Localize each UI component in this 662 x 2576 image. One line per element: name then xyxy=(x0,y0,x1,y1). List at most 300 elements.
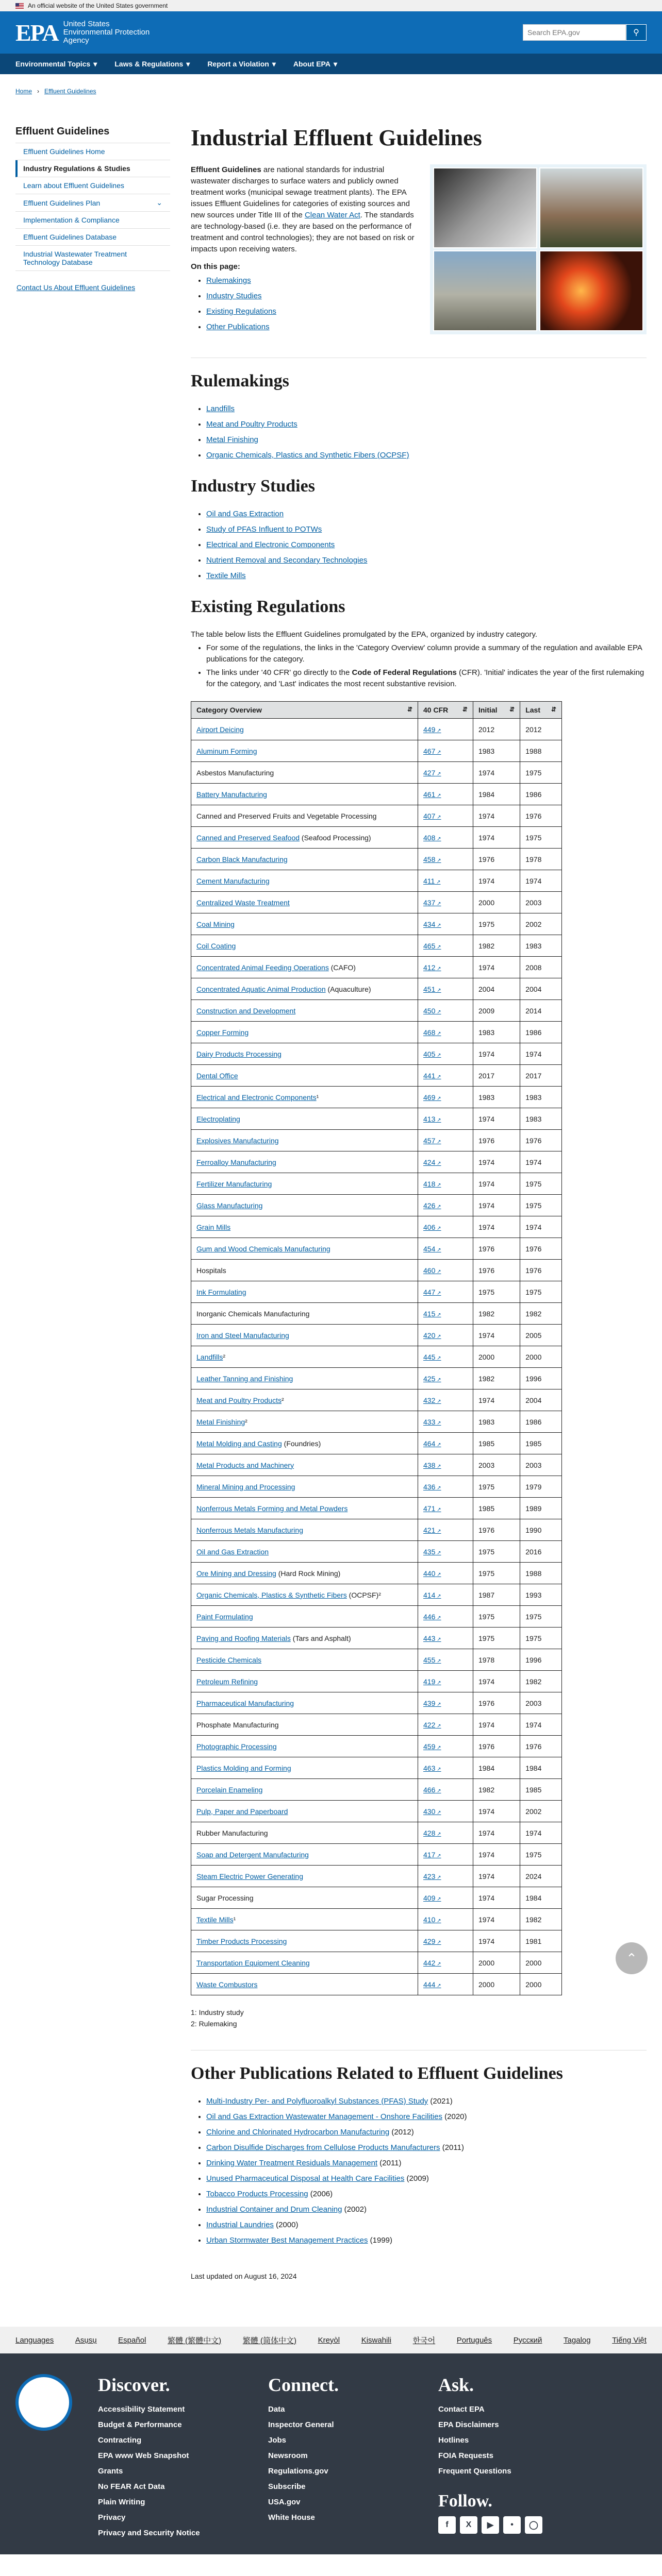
rulemaking-link[interactable]: Metal Finishing xyxy=(206,435,258,444)
cfr-link[interactable]: 447 ↗ xyxy=(423,1288,441,1296)
cfr-link[interactable]: 430 ↗ xyxy=(423,1807,441,1816)
table-row xyxy=(191,1866,562,1887)
cfr-link[interactable]: 451 ↗ xyxy=(423,985,441,993)
category-link[interactable]: Meat and Poultry Products xyxy=(196,1396,282,1404)
last-year: 1979 xyxy=(520,1476,562,1498)
cfr-link[interactable]: 405 ↗ xyxy=(423,1050,441,1058)
last-year: 2014 xyxy=(520,1000,562,1022)
initial-year: 1975 xyxy=(473,1628,520,1649)
table-row xyxy=(191,849,562,870)
cfr-link[interactable]: 438 ↗ xyxy=(423,1461,441,1469)
category-link[interactable]: Transportation Equipment Cleaning xyxy=(196,1958,310,1967)
cfr-link[interactable]: 423 ↗ xyxy=(423,1872,441,1880)
publication-year: (2020) xyxy=(442,2112,467,2121)
category-link[interactable]: Ore Mining and Dressing xyxy=(196,1569,276,1578)
table-row xyxy=(191,740,562,762)
sidebar xyxy=(15,110,170,2311)
cfr-link[interactable]: 455 ↗ xyxy=(423,1656,441,1664)
language-link[interactable]: Español xyxy=(118,2335,146,2345)
back-to-top-button[interactable] xyxy=(616,1942,648,1974)
table-row xyxy=(191,1454,562,1476)
last-year: 2002 xyxy=(520,1801,562,1822)
study-link[interactable]: Nutrient Removal and Secondary Technologies xyxy=(206,556,368,565)
last-year: 1982 xyxy=(520,1909,562,1930)
cfr-link[interactable]: 432 ↗ xyxy=(423,1396,441,1404)
cfr-link[interactable]: 413 ↗ xyxy=(423,1115,441,1123)
last-year: 1989 xyxy=(520,1498,562,1519)
table-row xyxy=(191,827,562,849)
last-year: 1975 xyxy=(520,1195,562,1216)
cfr-link[interactable]: 441 ↗ xyxy=(423,1072,441,1080)
cfr-link[interactable]: 439 ↗ xyxy=(423,1699,441,1707)
initial-year: 1974 xyxy=(473,1866,520,1887)
category-link[interactable]: Iron and Steel Manufacturing xyxy=(196,1331,289,1340)
category-link[interactable]: Textile Mills xyxy=(196,1915,234,1924)
cfr-link[interactable]: 428 ↗ xyxy=(423,1829,441,1837)
category-note: (Foundries) xyxy=(282,1439,321,1448)
last-year: 1975 xyxy=(520,1844,562,1866)
initial-year: 1983 xyxy=(473,740,520,762)
epa-seal-icon xyxy=(15,2374,72,2431)
initial-year: 1974 xyxy=(473,870,520,892)
cfr-link[interactable]: 444 ↗ xyxy=(423,1980,441,1989)
cfr-link[interactable]: 454 ↗ xyxy=(423,1245,441,1253)
x-icon[interactable]: X xyxy=(460,2516,477,2534)
footer-link[interactable]: FOIA Requests xyxy=(438,2451,493,2460)
publication-link[interactable]: Urban Stormwater Best Management Practices xyxy=(206,2236,368,2245)
footer-link[interactable]: USA.gov xyxy=(268,2498,301,2506)
category-link[interactable]: Metal Finishing xyxy=(196,1417,245,1426)
last-year: 1982 xyxy=(520,1671,562,1692)
language-link[interactable]: 한국어 xyxy=(412,2336,436,2345)
cfr-link[interactable]: 446 ↗ xyxy=(423,1613,441,1621)
cfr-link[interactable]: 414 ↗ xyxy=(423,1591,441,1599)
initial-year: 1974 xyxy=(473,1173,520,1195)
cfr-link[interactable]: 467 ↗ xyxy=(423,747,441,755)
category-link[interactable]: Explosives Manufacturing xyxy=(196,1136,279,1145)
category-link[interactable]: Oil and Gas Extraction xyxy=(196,1547,269,1556)
cfr-link[interactable]: 419 ↗ xyxy=(423,1677,441,1686)
category-link[interactable]: Coal Mining xyxy=(196,920,235,928)
category-link[interactable]: Copper Forming xyxy=(196,1028,249,1037)
table-row xyxy=(191,1238,562,1260)
cfr-link[interactable]: 422 ↗ xyxy=(423,1721,441,1729)
initial-year: 1974 xyxy=(473,957,520,978)
cfr-link[interactable]: 464 ↗ xyxy=(423,1439,441,1448)
last-year: 2005 xyxy=(520,1325,562,1346)
category-link[interactable]: Soap and Detergent Manufacturing xyxy=(196,1850,309,1859)
nav-about-epa[interactable]: About EPA ▾ xyxy=(293,59,337,68)
category-link[interactable]: Electroplating xyxy=(196,1114,240,1123)
chevron-down-icon: ▾ xyxy=(333,59,337,68)
category-name: Sugar Processing xyxy=(196,1893,254,1902)
cfr-link[interactable]: 437 ↗ xyxy=(423,899,441,907)
category-link[interactable]: Pulp, Paper and Paperboard xyxy=(196,1807,288,1816)
publication-link[interactable]: Drinking Water Treatment Residuals Management xyxy=(206,2159,378,2167)
publication-link[interactable]: Industrial Container and Drum Cleaning xyxy=(206,2205,342,2214)
footer-link[interactable]: Newsroom xyxy=(268,2451,308,2460)
table-row xyxy=(191,1476,562,1498)
last-year: 2000 xyxy=(520,1346,562,1368)
table-row xyxy=(191,1649,562,1671)
rulemaking-link[interactable]: Organic Chemicals, Plastics and Synthetic Fibers (OCPSF) xyxy=(206,451,409,460)
cfr-link[interactable]: 465 ↗ xyxy=(423,942,441,950)
category-link[interactable]: Centralized Waste Treatment xyxy=(196,898,290,907)
footer-link[interactable]: Privacy xyxy=(98,2513,126,2522)
category-link[interactable]: Paving and Roofing Materials xyxy=(196,1634,291,1642)
category-name: Rubber Manufacturing xyxy=(196,1828,268,1837)
search-button[interactable] xyxy=(626,24,647,41)
cfr-link[interactable]: 408 ↗ xyxy=(423,834,441,842)
cfr-link[interactable]: 471 ↗ xyxy=(423,1504,441,1513)
nav-environmental-topics[interactable]: Environmental Topics ▾ xyxy=(15,59,97,68)
category-link[interactable]: Metal Molding and Casting xyxy=(196,1439,282,1448)
category-link[interactable]: Steam Electric Power Generating xyxy=(196,1872,303,1880)
footer-link[interactable]: Hotlines xyxy=(438,2436,469,2445)
category-link[interactable]: Grain Mills xyxy=(196,1223,231,1231)
footer-link[interactable]: Accessibility Statement xyxy=(98,2405,185,2414)
search-input[interactable] xyxy=(523,24,626,41)
table-row xyxy=(191,1281,562,1303)
publication-link[interactable]: Tobacco Products Processing xyxy=(206,2190,308,2198)
category-link[interactable]: Construction and Development xyxy=(196,1006,296,1015)
table-row xyxy=(191,1628,562,1649)
footer-link[interactable]: Contact EPA xyxy=(438,2405,485,2414)
initial-year: 1975 xyxy=(473,1541,520,1563)
sidebar-item-plan[interactable]: Effluent Guidelines Plan ⌄ xyxy=(15,194,170,212)
sidebar-item-implementation[interactable]: Implementation & Compliance xyxy=(15,212,170,229)
cfr-link[interactable]: 459 ↗ xyxy=(423,1742,441,1751)
category-link[interactable]: Fertilizer Manufacturing xyxy=(196,1179,272,1188)
category-link[interactable]: Concentrated Animal Feeding Operations xyxy=(196,963,329,972)
sidebar-title: Effluent Guidelines xyxy=(15,126,110,137)
table-row xyxy=(191,1043,562,1065)
last-year: 2004 xyxy=(520,1389,562,1411)
otp-studies[interactable]: Industry Studies xyxy=(206,292,262,300)
cfr-link[interactable]: 411 ↗ xyxy=(423,877,441,885)
breadcrumb xyxy=(0,74,662,95)
cfr-link[interactable]: 435 ↗ xyxy=(423,1548,441,1556)
study-link[interactable]: Textile Mills xyxy=(206,571,246,580)
table-row xyxy=(191,1000,562,1022)
otp-pubs[interactable]: Other Publications xyxy=(206,323,270,331)
category-link[interactable]: Glass Manufacturing xyxy=(196,1201,263,1210)
table-row xyxy=(191,1411,562,1433)
publication-link[interactable]: Carbon Disulfide Discharges from Cellulose Products Manufacturers xyxy=(206,2143,440,2152)
sidebar-item-home[interactable]: Effluent Guidelines Home xyxy=(15,143,170,160)
language-link[interactable]: 繁體 (简体中文) xyxy=(242,2336,296,2345)
initial-year: 1974 xyxy=(473,1216,520,1238)
category-link[interactable]: Organic Chemicals, Plastics & Synthetic Fibers xyxy=(196,1590,347,1599)
footer-link[interactable]: Jobs xyxy=(268,2436,287,2445)
cfr-link[interactable]: 442 ↗ xyxy=(423,1959,441,1967)
table-row xyxy=(191,870,562,892)
language-link[interactable]: Kiswahili xyxy=(361,2335,392,2345)
study-link[interactable]: Electrical and Electronic Components xyxy=(206,540,335,549)
initial-year: 2000 xyxy=(473,1346,520,1368)
cfr-link[interactable]: 406 ↗ xyxy=(423,1223,441,1231)
facebook-icon[interactable]: f xyxy=(438,2516,456,2534)
footer-link[interactable]: Budget & Performance xyxy=(98,2420,182,2429)
category-link[interactable]: Aluminum Forming xyxy=(196,747,257,755)
last-year: 2002 xyxy=(520,913,562,935)
page-title: Industrial Effluent Guidelines xyxy=(191,125,482,150)
table-row xyxy=(191,892,562,913)
initial-year: 1987 xyxy=(473,1584,520,1606)
otp-rulemakings[interactable]: Rulemakings xyxy=(206,276,251,285)
sidebar-item-database[interactable]: Effluent Guidelines Database xyxy=(15,229,170,246)
table-row xyxy=(191,1887,562,1909)
cfr-link[interactable]: 460 ↗ xyxy=(423,1266,441,1275)
last-year: 1974 xyxy=(520,1822,562,1844)
publication-year: (2011) xyxy=(377,2159,402,2167)
cfr-link[interactable]: 409 ↗ xyxy=(423,1894,441,1902)
initial-year: 1982 xyxy=(473,1303,520,1325)
language-link[interactable]: Tiếng Việt xyxy=(612,2335,647,2345)
footer-link[interactable]: Subscribe xyxy=(268,2482,306,2491)
category-note: (Aquaculture) xyxy=(325,985,371,993)
last-year: 2024 xyxy=(520,1866,562,1887)
col-cfr[interactable]: 40 CFR ⇵ xyxy=(418,702,473,719)
table-row xyxy=(191,1801,562,1822)
sidebar-item-learn[interactable]: Learn about Effluent Guidelines xyxy=(15,177,170,194)
cfr-link[interactable]: 418 ↗ xyxy=(423,1180,441,1188)
cfr-link[interactable]: 412 ↗ xyxy=(423,963,441,972)
category-link[interactable]: Petroleum Refining xyxy=(196,1677,258,1686)
sidebar-item-regulations[interactable]: Industry Regulations & Studies xyxy=(15,160,170,177)
col-category[interactable]: Category Overview ⇵ xyxy=(191,702,418,719)
table-row xyxy=(191,1952,562,1974)
last-year: 1976 xyxy=(520,1736,562,1757)
table-row xyxy=(191,1303,562,1325)
search-form xyxy=(523,24,647,41)
footer-link[interactable]: Regulations.gov xyxy=(268,2467,328,2476)
publication-link[interactable]: Chlorine and Chlorinated Hydrocarbon Manufacturing xyxy=(206,2128,390,2137)
footer-link[interactable]: Privacy and Security Notice xyxy=(98,2529,200,2537)
industry-photo-collage xyxy=(430,164,647,334)
last-year: 1983 xyxy=(520,935,562,957)
category-link[interactable]: Pesticide Chemicals xyxy=(196,1655,262,1664)
category-link[interactable]: Gum and Wood Chemicals Manufacturing xyxy=(196,1244,330,1253)
category-link[interactable]: Dental Office xyxy=(196,1071,238,1080)
category-link[interactable]: Concentrated Aquatic Animal Production xyxy=(196,985,326,993)
publication-year: (2006) xyxy=(308,2190,333,2198)
language-link[interactable]: Русский xyxy=(513,2335,542,2345)
language-link[interactable]: Asụsụ xyxy=(75,2335,97,2345)
nav-laws-regulations[interactable]: Laws & Regulations ▾ xyxy=(114,59,190,68)
cfr-link[interactable]: 443 ↗ xyxy=(423,1634,441,1642)
initial-year: 1985 xyxy=(473,1498,520,1519)
category-link[interactable]: Metal Products and Machinery xyxy=(196,1461,294,1469)
category-link[interactable]: Paint Formulating xyxy=(196,1612,253,1621)
table-row xyxy=(191,1563,562,1584)
table-row xyxy=(191,805,562,827)
initial-year: 1982 xyxy=(473,935,520,957)
language-link[interactable]: Português xyxy=(456,2335,492,2345)
footer-ask: Ask. Contact EPA EPA Disclaimers Hotlines FOIA Requests Frequent Questions Follow. f X ▶ • ◯ xyxy=(438,2374,608,2534)
category-link[interactable]: Leather Tanning and Finishing xyxy=(196,1374,293,1383)
category-link[interactable]: Airport Deicing xyxy=(196,725,244,734)
nav-report-violation[interactable]: Report a Violation ▾ xyxy=(207,59,276,68)
category-link[interactable]: Battery Manufacturing xyxy=(196,790,267,799)
publication-link[interactable]: Multi-Industry Per- and Polyfluoroalkyl Substances (PFAS) Study xyxy=(206,2097,428,2106)
site-footer xyxy=(0,2353,662,2554)
cfr-link[interactable]: 436 ↗ xyxy=(423,1483,441,1491)
category-link[interactable]: Porcelain Enameling xyxy=(196,1785,263,1794)
language-link[interactable]: Languages xyxy=(15,2335,54,2345)
footer-link[interactable]: EPA Disclaimers xyxy=(438,2420,499,2429)
category-link[interactable]: Electrical and Electronic Components xyxy=(196,1093,317,1101)
category-name: Hospitals xyxy=(196,1266,226,1275)
breadcrumb-home[interactable]: Home xyxy=(15,88,32,95)
table-row xyxy=(191,1260,562,1281)
cfr-link[interactable]: 417 ↗ xyxy=(423,1851,441,1859)
last-year: 1988 xyxy=(520,1563,562,1584)
table-row xyxy=(191,1195,562,1216)
initial-year: 2003 xyxy=(473,1454,520,1476)
table-row xyxy=(191,1909,562,1930)
category-link[interactable]: Photographic Processing xyxy=(196,1742,277,1751)
category-link[interactable]: Ferroalloy Manufacturing xyxy=(196,1158,276,1166)
category-link[interactable]: Nonferrous Metals Forming and Metal Powders xyxy=(196,1504,348,1513)
col-last[interactable]: Last ⇵ xyxy=(520,702,562,719)
cfr-link[interactable]: 450 ↗ xyxy=(423,1007,441,1015)
footer-link[interactable]: Frequent Questions xyxy=(438,2467,511,2476)
breadcrumb-effluent[interactable]: Effluent Guidelines xyxy=(44,88,96,95)
rulemaking-link[interactable]: Meat and Poultry Products xyxy=(206,420,297,429)
footer-link[interactable]: EPA www Web Snapshot xyxy=(98,2451,189,2460)
publication-link[interactable]: Oil and Gas Extraction Wastewater Management - Onshore Facilities xyxy=(206,2112,442,2121)
cfr-link[interactable]: 424 ↗ xyxy=(423,1158,441,1166)
otp-existing[interactable]: Existing Regulations xyxy=(206,307,276,316)
category-link[interactable]: Landfills xyxy=(196,1352,223,1361)
cfr-link[interactable]: 463 ↗ xyxy=(423,1764,441,1772)
table-row xyxy=(191,1087,562,1108)
table-row xyxy=(191,1736,562,1757)
youtube-icon[interactable]: ▶ xyxy=(482,2516,499,2534)
last-year: 1984 xyxy=(520,1887,562,1909)
cfr-link[interactable]: 410 ↗ xyxy=(423,1916,441,1924)
col-initial[interactable]: Initial ⇵ xyxy=(473,702,520,719)
publication-link[interactable]: Industrial Laundries xyxy=(206,2221,274,2229)
cfr-link[interactable]: 458 ↗ xyxy=(423,855,441,863)
cfr-link[interactable]: 421 ↗ xyxy=(423,1526,441,1534)
chevron-down-icon: ⌄ xyxy=(156,198,162,207)
last-year: 1975 xyxy=(520,1628,562,1649)
cfr-link[interactable]: 461 ↗ xyxy=(423,790,441,799)
cfr-link[interactable]: 427 ↗ xyxy=(423,769,441,777)
regulations-table xyxy=(191,701,562,1995)
footer-link[interactable]: White House xyxy=(268,2513,315,2522)
sort-icon: ⇵ xyxy=(407,706,412,713)
flickr-icon[interactable]: • xyxy=(503,2516,521,2534)
last-year: 1976 xyxy=(520,1130,562,1151)
table-row xyxy=(191,1065,562,1087)
table-row xyxy=(191,913,562,935)
cfr-link[interactable]: 433 ↗ xyxy=(423,1418,441,1426)
language-link[interactable]: 繁體 (繁體中文) xyxy=(168,2336,222,2345)
category-link[interactable]: Timber Products Processing xyxy=(196,1937,287,1945)
rulemakings-list xyxy=(191,403,647,461)
cfr-link[interactable]: 426 ↗ xyxy=(423,1201,441,1210)
cfr-link[interactable]: 440 ↗ xyxy=(423,1569,441,1578)
cfr-link[interactable]: 425 ↗ xyxy=(423,1375,441,1383)
cfr-link[interactable]: 469 ↗ xyxy=(423,1093,441,1101)
epa-logo[interactable] xyxy=(15,19,150,46)
last-year: 2000 xyxy=(520,1952,562,1974)
last-year: 1974 xyxy=(520,1043,562,1065)
category-link[interactable]: Canned and Preserved Seafood xyxy=(196,833,300,842)
category-link[interactable]: Cement Manufacturing xyxy=(196,876,270,885)
category-link[interactable]: Pharmaceutical Manufacturing xyxy=(196,1699,294,1707)
cfr-link[interactable]: 468 ↗ xyxy=(423,1028,441,1037)
category-link[interactable]: Carbon Black Manufacturing xyxy=(196,855,288,863)
study-link[interactable]: Oil and Gas Extraction xyxy=(206,510,284,518)
last-year: 2017 xyxy=(520,1065,562,1087)
study-link[interactable]: Study of PFAS Influent to POTWs xyxy=(206,525,322,534)
last-year: 2000 xyxy=(520,1974,562,1995)
category-link[interactable]: Mineral Mining and Processing xyxy=(196,1482,295,1491)
table-row xyxy=(191,957,562,978)
category-link[interactable]: Ink Formulating xyxy=(196,1287,246,1296)
category-link[interactable]: Nonferrous Metals Manufacturing xyxy=(196,1526,303,1534)
initial-year: 1976 xyxy=(473,1260,520,1281)
footer-link[interactable]: Plain Writing xyxy=(98,2498,145,2506)
initial-year: 2004 xyxy=(473,978,520,1000)
language-link[interactable]: Tagalog xyxy=(564,2335,591,2345)
cfr-link[interactable]: 445 ↗ xyxy=(423,1353,441,1361)
publication-link[interactable]: Unused Pharmaceutical Disposal at Health Care Facilities xyxy=(206,2174,405,2183)
last-year: 1975 xyxy=(520,1281,562,1303)
contact-link[interactable]: Contact Us About Effluent Guidelines xyxy=(16,283,136,292)
footer-link[interactable]: Contracting xyxy=(98,2436,142,2445)
rulemaking-link[interactable]: Landfills xyxy=(206,404,235,413)
initial-year: 1974 xyxy=(473,1325,520,1346)
last-year: 2003 xyxy=(520,892,562,913)
category-link[interactable]: Waste Combustors xyxy=(196,1980,258,1989)
footer-link[interactable]: Data xyxy=(268,2405,285,2414)
footer-link[interactable]: Inspector General xyxy=(268,2420,334,2429)
cfr-link[interactable]: 420 ↗ xyxy=(423,1331,441,1340)
last-year: 1975 xyxy=(520,762,562,784)
cfr-link[interactable]: 449 ↗ xyxy=(423,725,441,734)
cfr-link[interactable]: 434 ↗ xyxy=(423,920,441,928)
category-link[interactable]: Coil Coating xyxy=(196,941,236,950)
footer-link[interactable]: Grants xyxy=(98,2467,123,2476)
initial-year: 1983 xyxy=(473,1087,520,1108)
intro-text: Effluent Guidelines are national standards for industrial wastewater discharges to surface waters and publicly owned treatment works (municipal sewage treatment plants). The EPA issues Effluent Guidelines for categories of existing sources and new sources under Title III of the Clean Water Act. The standards are technology-based (i.e. they are based on the performance of treatment and control technologies); they are not based on risk or impacts upon receiving waters. xyxy=(191,165,415,253)
cfr-link[interactable]: 457 ↗ xyxy=(423,1137,441,1145)
publication-year: (2012) xyxy=(389,2128,414,2137)
instagram-icon[interactable]: ◯ xyxy=(525,2516,542,2534)
language-link[interactable]: Kreyòl xyxy=(318,2335,340,2345)
table-row xyxy=(191,1779,562,1801)
cfr-link[interactable]: 407 ↗ xyxy=(423,812,441,820)
last-year: 1988 xyxy=(520,740,562,762)
clean-water-act-link[interactable]: Clean Water Act xyxy=(304,211,360,219)
footer-link[interactable]: No FEAR Act Data xyxy=(98,2482,165,2491)
category-link[interactable]: Dairy Products Processing xyxy=(196,1049,282,1058)
cfr-link[interactable]: 466 ↗ xyxy=(423,1786,441,1794)
initial-year: 1974 xyxy=(473,827,520,849)
languages-bar xyxy=(0,2327,662,2353)
table-row xyxy=(191,978,562,1000)
category-link[interactable]: Plastics Molding and Forming xyxy=(196,1764,291,1772)
follow-heading: Follow. xyxy=(438,2492,492,2511)
cfr-link[interactable]: 415 ↗ xyxy=(423,1310,441,1318)
sidebar-item-technology-db[interactable]: Industrial Wastewater Treatment Technology Database xyxy=(15,246,170,271)
cfr-link[interactable]: 429 ↗ xyxy=(423,1937,441,1945)
